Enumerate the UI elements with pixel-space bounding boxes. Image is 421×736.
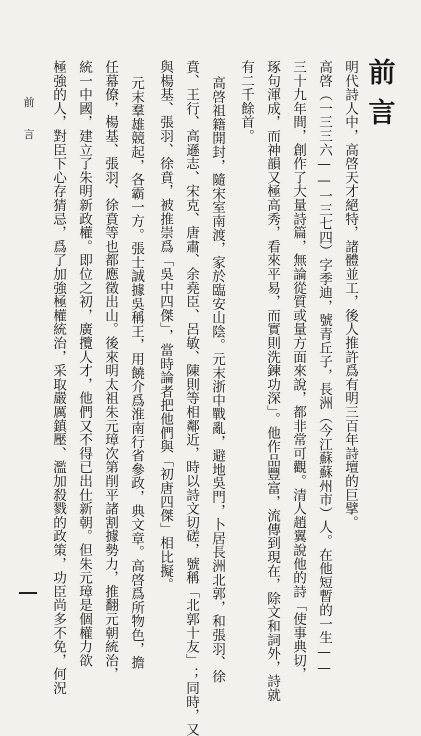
text-column: 高啓祖籍開封，隨宋室南渡，家於臨安山陰。元末浙中戰亂，避地吳門，卜居長洲北郭，和張羽、徐 bbox=[209, 76, 225, 684]
text-column: 三十九年間，創作了大量詩篇，無論從質或量方面來說，都非常可觀。清人趙翼說他的詩「使事典切， bbox=[290, 60, 306, 681]
title-char-2: 言 bbox=[368, 98, 396, 129]
margin-char: 言 bbox=[23, 128, 35, 141]
text-column: 賁、王行、高遜志、宋克、唐肅、余堯臣、呂敏、陳則等相鄰近，時以詩文切磋，號稱「北郭十友」；同時，又 bbox=[183, 60, 199, 736]
text-column: 元末羣雄競起，各霸一方。張士誠據吳稱王，用饒介爲淮南行省參政，典文章。高啓爲所物色，擔 bbox=[128, 76, 144, 670]
margin-dash bbox=[19, 592, 37, 594]
text-column: 統一中國，建立了朱明新政權。即位之初，廣攬人才，他們又不得已出仕新朝。但朱元璋是個權力欲 bbox=[76, 60, 92, 668]
text-column: 有二千餘首。 bbox=[238, 60, 254, 143]
text-column: 高啓（一三三六——一三七四）字季迪，號青丘子，長洲（今江蘇蘇州市）人。在他短暫的一生—— bbox=[316, 60, 332, 677]
title-char-1: 前 bbox=[368, 58, 396, 89]
text-column: 明代詩人中，高啓天才絕特，諸體並工，後人推許爲有明三百年詩壇的巨擘。 bbox=[342, 60, 358, 530]
margin-char: 前 bbox=[23, 96, 35, 109]
text-column: 琢句渾成，而神韻又極高秀，看來平易，而實則洗鍊功深」。他作品豐富，流傳到現在，除文和詞外，詩就 bbox=[264, 60, 280, 702]
text-column: 極強的人，對臣下心存猜忌，爲了加強極權統治，采取嚴厲鎮壓、濫加殺戮的政策，功臣尚多不免，何況 bbox=[50, 60, 66, 695]
text-column: 任幕僚，楊基、張羽、徐賁等也都應徵出山。後來明太祖朱元璋次第削平諸割據勢力，推翻元朝統治， bbox=[102, 60, 118, 681]
text-column: 與楊基、張羽、徐賁，被推崇爲「吳中四傑」，當時論者把他們與「初唐四傑」相比擬。 bbox=[157, 60, 173, 592]
